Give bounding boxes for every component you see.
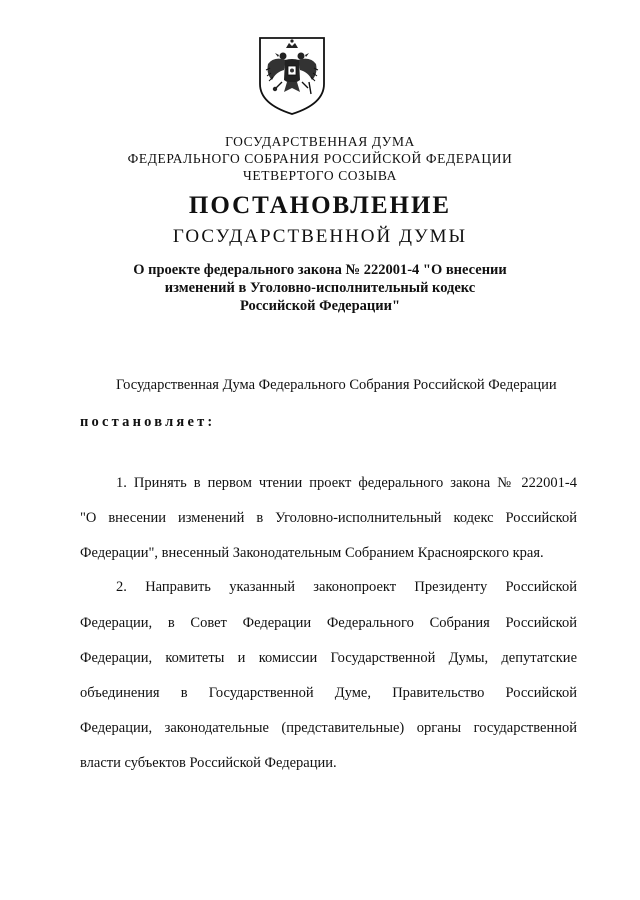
item-1-line-3: Федерации", внесенный Законодательным Собранием Красноярского края. (80, 545, 544, 561)
item-1-line-2: "О внесении изменений в Уголовно-исполнительный кодекс Российской (80, 510, 577, 526)
law-title-line-1: О проекте федерального закона № 222001-4 "О внесении (133, 262, 507, 278)
resolves-word: постановляет: (80, 414, 216, 430)
item-2-line-4: объединения в Государственной Думе, Правительство Российской (80, 685, 577, 701)
item-2-line-6: власти субъектов Российской Федерации. (80, 755, 337, 771)
item-1-line-1: 1. Принять в первом чтении проект федерального закона № 222001-4 (116, 475, 577, 491)
item-2-line-1: 2. Направить указанный законопроект Президенту Российской (116, 579, 577, 595)
document-title: ПОСТАНОВЛЕНИЕ (188, 192, 452, 219)
header-line-duma: ГОСУДАРСТВЕННАЯ ДУМА (225, 134, 415, 149)
preamble: Государственная Дума Федерального Собрания Российской Федерации (116, 377, 557, 393)
header-line-convocation: ЧЕТВЕРТОГО СОЗЫВА (243, 168, 397, 183)
header-line-assembly: ФЕДЕРАЛЬНОГО СОБРАНИЯ РОССИЙСКОЙ ФЕДЕРАЦИИ (127, 151, 513, 166)
russian-coat-of-arms-icon (256, 34, 328, 118)
item-2-line-5: Федерации, законодательные (представительные) органы государственной (80, 720, 577, 736)
document-subtitle: ГОСУДАРСТВЕННОЙ ДУМЫ (172, 226, 468, 247)
law-title-line-3: Российской Федерации" (239, 298, 401, 314)
law-title-line-2: изменений в Уголовно-исполнительный кодекс (164, 280, 476, 296)
item-2-line-2: Федерации, в Совет Федерации Федерального Собрания Российской (80, 615, 577, 631)
item-2-line-3: Федерации, комитеты и комиссии Государственной Думы, депутатские (80, 650, 577, 666)
